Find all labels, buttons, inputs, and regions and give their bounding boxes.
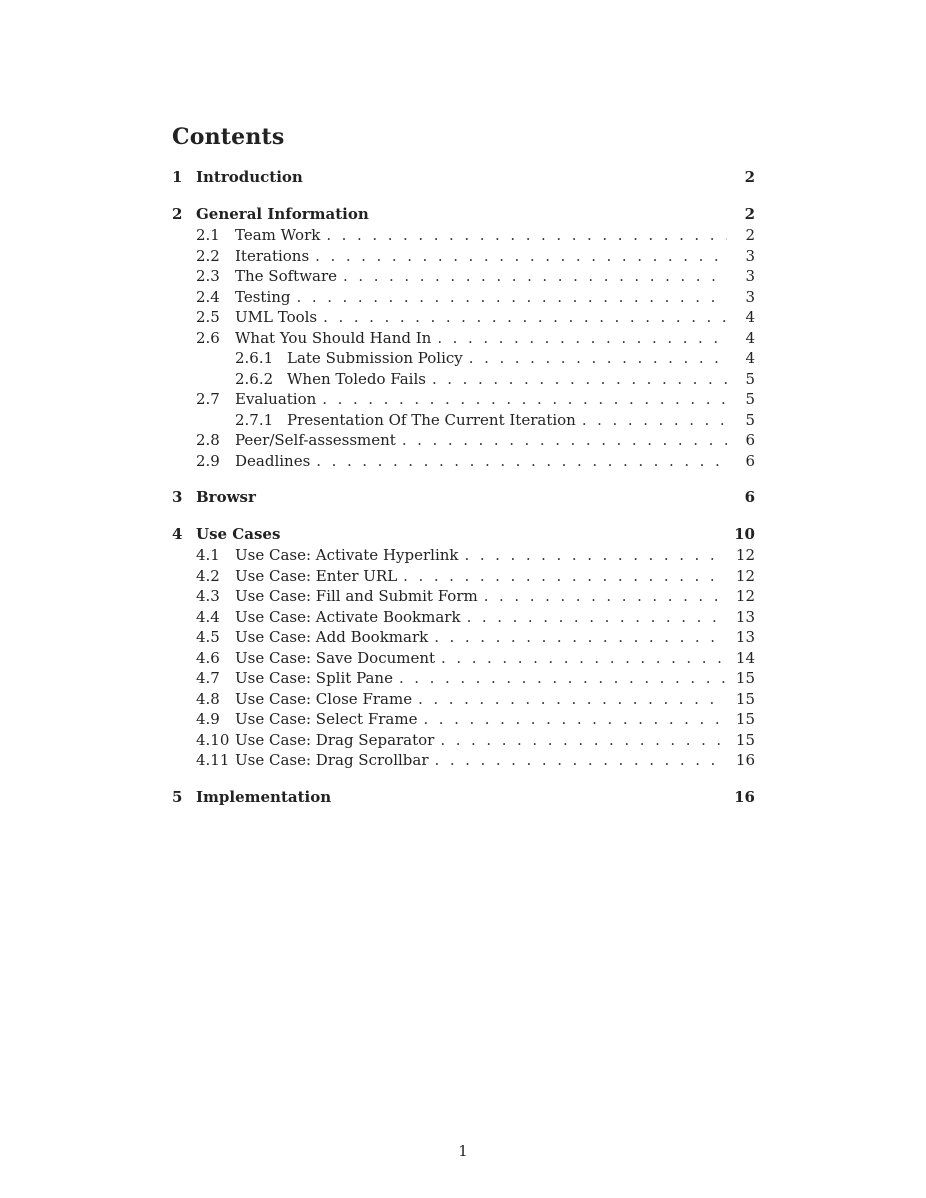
toc-entry-title: Peer/Self-assessment (235, 431, 396, 449)
dot-leader (399, 668, 726, 689)
toc-entry-page: 2 (745, 226, 755, 244)
toc-subsection-4.2[interactable] (172, 566, 755, 587)
toc-entry-number: 2.3 (196, 267, 220, 285)
toc-entry-title: Deadlines (235, 451, 311, 470)
toc-entry-number: 4.3 (196, 587, 220, 605)
toc-entry-title: Use Case: Split Pane (235, 669, 393, 687)
toc-entry-number: 2.2 (196, 246, 220, 265)
dot-leader (434, 627, 726, 648)
toc-entry-title: Iterations (235, 246, 310, 265)
toc-entry-page: 2 (744, 205, 755, 223)
toc-entry-number: 2.8 (196, 431, 220, 449)
toc-entry-page: 10 (734, 525, 755, 543)
toc-subsection-2.3[interactable] (172, 266, 755, 287)
toc-entry-number: 2.7 (196, 390, 220, 408)
toc-entry-page: 3 (745, 246, 755, 265)
toc-entry-page: 12 (735, 566, 755, 585)
toc-entry-page: 12 (735, 546, 755, 564)
dot-leader (469, 348, 727, 369)
dot-leader (323, 307, 727, 328)
toc-subsection-2.1[interactable] (172, 225, 755, 246)
dot-leader (484, 586, 726, 607)
toc-entry-number: 2.6.2 (235, 369, 274, 388)
toc-entry-number: 4.4 (196, 607, 220, 626)
toc-entry-number: 2.4 (196, 287, 220, 306)
toc-section-3[interactable] (172, 487, 755, 508)
dot-leader (437, 328, 727, 349)
toc-subsection-2.2[interactable] (172, 246, 755, 267)
toc-entry-number: 2.6 (196, 328, 220, 347)
toc-entry-number: 4 (172, 525, 183, 543)
toc-entry-number: 4.10 (196, 730, 230, 749)
toc-subsection-4.6[interactable] (172, 648, 755, 669)
dot-leader (423, 709, 725, 730)
toc-section-5[interactable] (172, 787, 755, 808)
toc-entry-page: 16 (735, 751, 755, 769)
toc-section-block (172, 167, 755, 188)
toc-entry-title: Use Case: Select Frame (235, 710, 418, 728)
toc-entry-title: When Toledo Fails (287, 369, 426, 388)
toc-subsection-4.5[interactable] (172, 627, 755, 648)
toc-entry-number: 2 (172, 205, 183, 223)
toc-subsection-4.9[interactable] (172, 709, 755, 730)
toc-entry-page: 4 (745, 328, 755, 347)
toc-subsection-2.7[interactable] (172, 389, 755, 410)
toc-entry-number: 4.7 (196, 669, 220, 687)
toc-subsection-2.7.1[interactable] (172, 410, 755, 431)
toc-entry-title: Use Case: Add Bookmark (235, 628, 429, 646)
toc-entry-page: 5 (745, 410, 755, 429)
toc-entry-title: Use Case: Activate Hyperlink (235, 546, 459, 564)
toc-subsection-2.9[interactable] (172, 451, 755, 472)
toc-entry-page: 3 (745, 287, 755, 306)
toc-entry-title: Use Case: Fill and Submit Form (235, 587, 478, 605)
toc-entry-page: 13 (735, 628, 755, 646)
dot-leader (322, 389, 727, 410)
dot-leader (465, 545, 726, 566)
toc-entry-number: 4.8 (196, 689, 220, 708)
dot-leader (315, 246, 727, 267)
dot-leader (326, 225, 727, 246)
toc-entry-page: 15 (735, 669, 755, 687)
dot-leader (418, 689, 726, 710)
toc-entry-title: Presentation Of The Current Iteration (287, 410, 576, 429)
dot-leader (432, 369, 727, 390)
toc-section-1[interactable] (172, 167, 755, 188)
toc-entry-page: 5 (745, 390, 755, 408)
toc-section-2[interactable] (172, 204, 755, 225)
toc-entry-title: Evaluation (235, 390, 317, 408)
toc-entry-number: 4.2 (196, 566, 220, 585)
toc-entry-title: General Information (196, 205, 369, 223)
toc-subsection-2.6.1[interactable] (172, 348, 755, 369)
toc-entry-page: 14 (735, 648, 755, 667)
toc-entry-page: 4 (745, 308, 755, 326)
toc-entry-page: 15 (735, 730, 755, 749)
dot-leader (343, 266, 727, 287)
toc-entry-page: 15 (735, 689, 755, 708)
toc-entry-title: Use Cases (196, 525, 281, 543)
toc-entry-title: What You Should Hand In (235, 328, 432, 347)
toc-entry-page: 2 (744, 168, 755, 186)
toc-subsection-4.8[interactable] (172, 689, 755, 710)
toc-entry-title: Use Case: Save Document (235, 648, 436, 667)
toc-subsection-2.5[interactable] (172, 307, 755, 328)
toc-entry-number: 4.5 (196, 628, 220, 646)
toc-entry-title: The Software (235, 267, 338, 285)
toc-entry-title: Implementation (196, 787, 332, 806)
toc-entry-title: Testing (235, 287, 291, 306)
toc-section-block (172, 524, 755, 771)
dot-leader (467, 607, 726, 628)
dot-leader (297, 287, 727, 308)
toc-entry-page: 4 (745, 349, 755, 367)
toc-subsection-2.4[interactable] (172, 287, 755, 308)
dot-leader (582, 410, 727, 431)
toc-entry-page: 13 (735, 607, 755, 626)
toc-entry-page: 5 (745, 369, 755, 388)
toc-entry-number: 4.6 (196, 648, 220, 667)
dot-leader (435, 750, 726, 771)
toc-entry-number: 1 (172, 168, 183, 186)
toc-subsection-2.6.2[interactable] (172, 369, 755, 390)
toc-entry-title: Use Case: Drag Separator (235, 730, 435, 749)
toc-entry-number: 2.5 (196, 308, 220, 326)
toc-entry-number: 2.7.1 (235, 410, 274, 429)
toc-entry-number: 3 (172, 488, 183, 506)
toc-entry-number: 4.1 (196, 546, 220, 564)
toc-section-block (172, 787, 755, 808)
toc-entry-title: Use Case: Enter URL (235, 566, 398, 585)
dot-leader (403, 566, 726, 587)
toc-entry-page: 15 (735, 710, 755, 728)
toc-subsection-4.4[interactable] (172, 607, 755, 628)
toc-section-block (172, 487, 755, 508)
page-number: 1 (458, 1142, 468, 1160)
toc-entry-number: 5 (172, 787, 183, 806)
toc-entry-number: 4.11 (196, 751, 230, 769)
toc-entry-title: UML Tools (235, 308, 318, 326)
toc-entry-title: Use Case: Drag Scrollbar (235, 751, 429, 769)
toc-entry-title: Use Case: Close Frame (235, 689, 413, 708)
toc-subsection-2.8[interactable] (172, 430, 755, 451)
dot-leader (316, 451, 727, 472)
toc-entry-number: 2.9 (196, 451, 220, 470)
dot-leader (441, 648, 726, 669)
table-of-contents (172, 167, 755, 824)
toc-entry-page: 3 (745, 267, 755, 285)
toc-entry-page: 6 (744, 488, 755, 506)
toc-entry-page: 16 (734, 787, 755, 806)
dot-leader (440, 730, 726, 751)
toc-section-block (172, 204, 755, 471)
toc-subsection-2.6[interactable] (172, 328, 755, 349)
toc-entry-page: 12 (735, 587, 755, 605)
toc-entry-number: 2.1 (196, 226, 220, 244)
toc-entry-title: Introduction (196, 168, 303, 186)
toc-entry-page: 6 (745, 451, 755, 470)
dot-leader (402, 430, 727, 451)
toc-entry-title: Browsr (196, 488, 256, 506)
toc-entry-title: Team Work (235, 226, 321, 244)
toc-entry-page: 6 (745, 431, 755, 449)
toc-section-4[interactable] (172, 524, 755, 545)
toc-subsection-4.3[interactable] (172, 586, 755, 607)
toc-entry-number: 2.6.1 (235, 349, 274, 367)
toc-subsection-4.1[interactable] (172, 545, 755, 566)
page-title: Contents (172, 124, 285, 150)
toc-subsection-4.10[interactable] (172, 730, 755, 751)
toc-entry-title: Late Submission Policy (287, 349, 463, 367)
toc-entry-number: 4.9 (196, 710, 220, 728)
toc-subsection-4.11[interactable] (172, 750, 755, 771)
toc-subsection-4.7[interactable] (172, 668, 755, 689)
toc-entry-title: Use Case: Activate Bookmark (235, 607, 461, 626)
